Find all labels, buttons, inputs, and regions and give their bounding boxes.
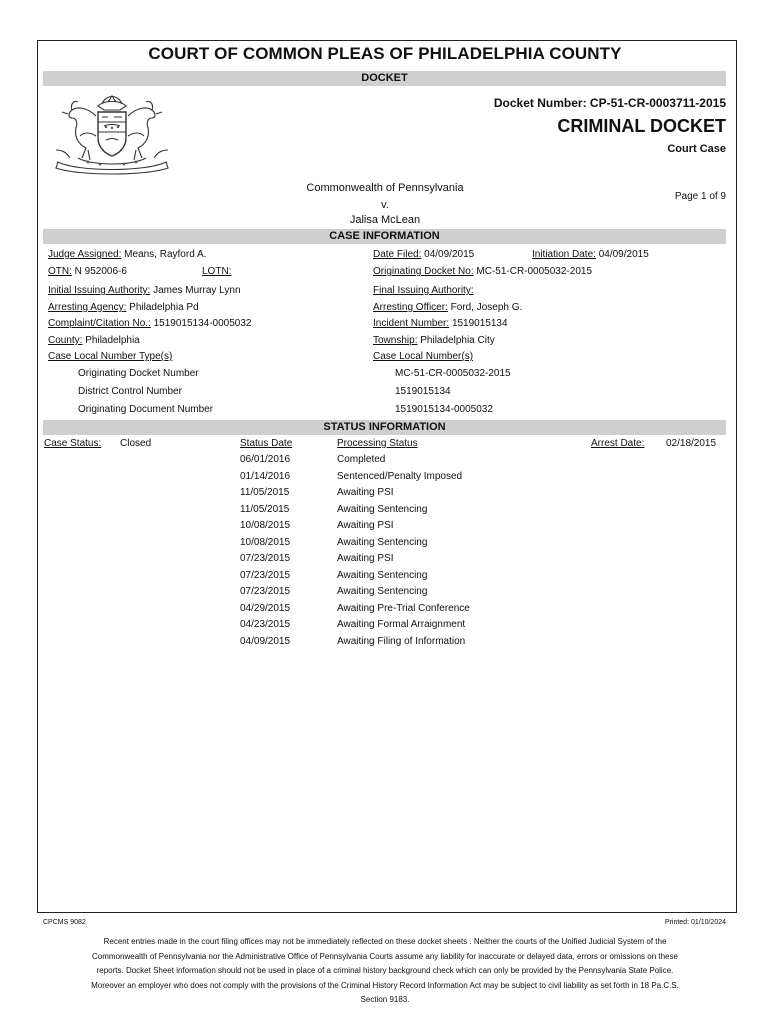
initial-authority-value: James Murray Lynn: [153, 285, 241, 296]
arresting-officer-label: Arresting Officer:: [373, 302, 448, 313]
arrest-date-label: Arrest Date:: [591, 438, 645, 449]
status-date-cell: 10/08/2015: [240, 536, 291, 548]
complaint-row: [48, 318, 252, 329]
status-information-bar: STATUS INFORMATION: [43, 420, 726, 435]
docket-subtitle: Court Case: [667, 143, 726, 155]
status-date-cell: 07/23/2015: [240, 569, 291, 581]
local-number-value: 1519015134-0005032: [395, 404, 493, 415]
local-number-type: Originating Docket Number: [78, 368, 199, 379]
arresting-officer-row: [373, 302, 522, 313]
originating-docket-row: [373, 266, 592, 277]
printed-date: Printed: 01/10/2024: [664, 919, 726, 926]
docket-section-bar: DOCKET: [43, 71, 726, 86]
status-date-cell: 04/29/2015: [240, 602, 291, 614]
status-date-header: Status Date: [240, 438, 293, 449]
processing-status-cell: Awaiting Sentencing: [337, 569, 428, 581]
processing-status-cell: Awaiting Filing of Information: [337, 635, 466, 647]
initiation-date-value: 04/09/2015: [598, 249, 649, 260]
complaint-label: Complaint/Citation No.:: [48, 318, 151, 329]
form-code: CPCMS 9082: [43, 919, 86, 926]
status-date-cell: 11/05/2015: [240, 487, 290, 498]
processing-status-header: Processing Status: [337, 438, 418, 449]
initial-authority-label: Initial Issuing Authority:: [48, 285, 151, 296]
local-number-type: Originating Document Number: [78, 404, 214, 415]
otn-row: [48, 266, 127, 277]
docket-number: Docket Number: CP-51-CR-0003711-2015: [493, 96, 726, 110]
pennsylvania-seal-icon: [48, 92, 176, 176]
complaint-value: 1519015134-0005032: [153, 318, 252, 329]
date-filed-label: Date Filed:: [373, 249, 422, 260]
township-row: [373, 335, 495, 346]
township-label: Township:: [373, 335, 418, 346]
status-date-cell: 10/08/2015: [240, 520, 291, 531]
local-number-value: 1519015134: [395, 386, 451, 397]
local-number-value: MC-51-CR-0005032-2015: [395, 368, 511, 379]
processing-status-cell: Awaiting Sentencing: [337, 586, 428, 597]
case-status-label: Case Status:: [44, 438, 102, 449]
final-authority-label: Final Issuing Authority:: [373, 285, 474, 296]
processing-status-cell: Sentenced/Penalty Imposed: [337, 470, 463, 482]
processing-status-cell: Awaiting Formal Arraignment: [337, 619, 466, 630]
case-information-bar: CASE INFORMATION: [43, 229, 726, 244]
plaintiff: Commonwealth of Pennsylvania: [306, 182, 464, 194]
status-date-cell: 04/09/2015: [240, 635, 291, 647]
incident-value: 1519015134: [451, 318, 508, 329]
local-number-label: Case Local Number(s): [373, 351, 474, 362]
docket-type-title: CRIMINAL DOCKET: [557, 116, 726, 136]
initiation-date-label: Initiation Date:: [532, 249, 596, 260]
arresting-agency-label: Arresting Agency:: [48, 302, 127, 313]
status-date-cell: 01/14/2016: [240, 470, 291, 482]
judge-value: Means, Rayford A.: [124, 249, 207, 260]
county-value: Philadelphia: [85, 335, 140, 346]
incident-row: [373, 318, 508, 329]
local-number-type-label: Case Local Number Type(s): [48, 351, 173, 362]
date-filed-value: 04/09/2015: [424, 249, 475, 260]
township-value: Philadelphia City: [420, 335, 495, 346]
status-date-cell: 04/23/2015: [240, 619, 291, 630]
versus: v.: [381, 199, 389, 211]
case-status-value: Closed: [120, 438, 152, 449]
arresting-agency-row: [48, 302, 199, 313]
lotn-label: LOTN:: [202, 266, 232, 277]
county-label: County:: [48, 335, 83, 346]
arrest-date-value: 02/18/2015: [666, 438, 717, 449]
initiation-date-row: [532, 249, 649, 260]
page-indicator: Page 1 of 9: [674, 191, 726, 202]
status-date-cell: 11/05/2015: [240, 503, 290, 515]
status-date-cell: 07/23/2015: [240, 553, 291, 564]
otn-value: N 952006-6: [74, 266, 127, 277]
arresting-officer-value: Ford, Joseph G.: [450, 302, 523, 313]
defendant: Jalisa McLean: [349, 214, 421, 226]
status-date-cell: 07/23/2015: [240, 586, 291, 597]
processing-status-cell: Awaiting Pre-Trial Conference: [337, 602, 470, 614]
date-filed-row: [373, 249, 474, 260]
disclaimer: Recent entries made in the court filing offices may not be immediately reflected on these docket sheets . Neither the courts of the Unified Judicial System of the Commonwealth of Pennsylvania nor the Administrative Office of Pennsylvania Courts assume any liability for inaccurate or delayed data, errors or omissions on these reports. Docket Sheet information should not be used in place of a criminal history background check which can only be provided by the Pennsylvania State Police. Moreover an employer who does not comply with the provisions of the Criminal History Record Information Act may be subject to civil liability as set forth in 18 Pa.C.S. Section 9183.: [91, 937, 679, 1005]
judge-row: [48, 249, 206, 260]
status-date-cell: 06/01/2016: [240, 454, 291, 465]
processing-status-cell: Awaiting PSI: [337, 520, 394, 531]
otn-label: OTN:: [48, 266, 72, 277]
court-title: COURT OF COMMON PLEAS OF PHILADELPHIA COUNTY: [148, 44, 622, 63]
originating-docket-value: MC-51-CR-0005032-2015: [476, 266, 593, 277]
incident-label: Incident Number:: [373, 318, 450, 329]
judge-label: Judge Assigned:: [48, 249, 122, 260]
processing-status-cell: Awaiting Sentencing: [337, 536, 428, 548]
local-number-type: District Control Number: [78, 386, 182, 397]
initial-authority-row: [48, 285, 241, 296]
processing-status-cell: Completed: [337, 454, 386, 465]
county-row: [48, 335, 140, 346]
originating-docket-label: Originating Docket No:: [373, 266, 474, 277]
processing-status-cell: Awaiting Sentencing: [337, 503, 428, 515]
processing-status-cell: Awaiting PSI: [337, 487, 394, 498]
processing-status-cell: Awaiting PSI: [337, 553, 394, 564]
arresting-agency-value: Philadelphia Pd: [129, 302, 199, 313]
